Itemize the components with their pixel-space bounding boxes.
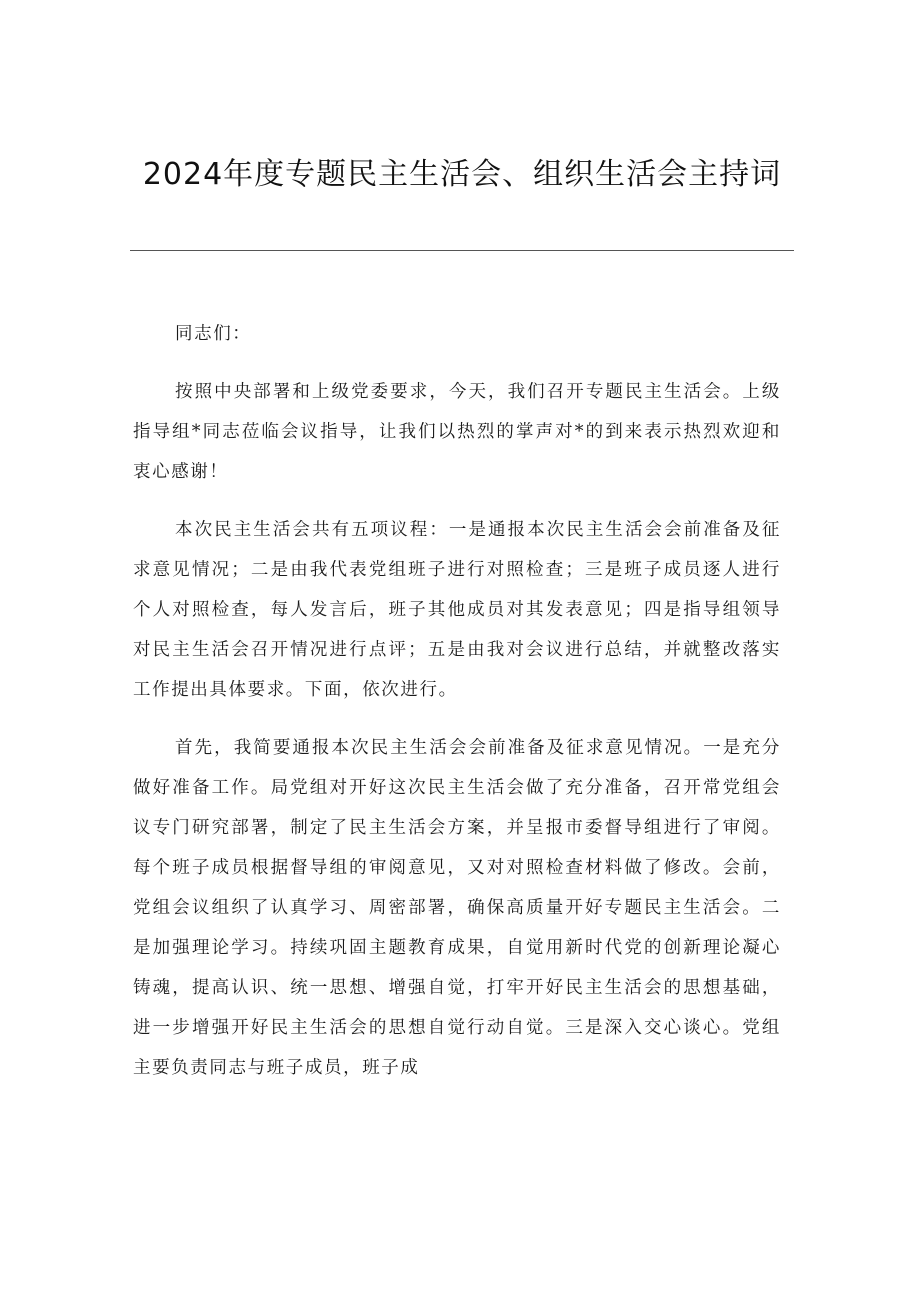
opening-paragraph: 按照中央部署和上级党委要求，今天，我们召开专题民主生活会。上级指导组*同志莅临会议指导，让我们以热烈的掌声对*的到来表示热烈欢迎和衷心感谢！ xyxy=(133,382,781,482)
document-body xyxy=(133,314,781,1106)
salutation-paragraph: 同志们： xyxy=(175,324,252,344)
title-divider xyxy=(130,250,794,251)
preparation-paragraph: 首先，我简要通报本次民主生活会会前准备及征求意见情况。一是充分做好准备工作。局党组对开好这次民主生活会做了充分准备，召开常党组会议专门研究部署，制定了民主生活会方案，并呈报市委督导组进行了审阅。每个班子成员根据督导组的审阅意见，又对对照检查材料做了修改。会前，党组会议组织了认真学习、周密部署，确保高质量开好专题民主生活会。二是加强理论学习。持续巩固主题教育成果，自觉用新时代党的创新理论凝心铸魂，提高认识、统一思想、增强自觉，打牢开好民主生活会的思想基础，进一步增强开好民主生活会的思想自觉行动自觉。三是深入交心谈心。党组主要负责同志与班子成员，班子成 xyxy=(133,738,781,1078)
document-title: 2024年度专题民主生活会、组织生活会主持词 xyxy=(142,157,782,192)
agenda-paragraph: 本次民主生活会共有五项议程：一是通报本次民主生活会会前准备及征求意见情况；二是由我代表党组班子进行对照检查；三是班子成员逐人进行个人对照检查，每人发言后，班子其他成员对其发表意见；四是指导组领导对民主生活会召开情况进行点评；五是由我对会议进行总结，并就整改落实工作提出具体要求。下面，依次进行。 xyxy=(133,520,781,700)
